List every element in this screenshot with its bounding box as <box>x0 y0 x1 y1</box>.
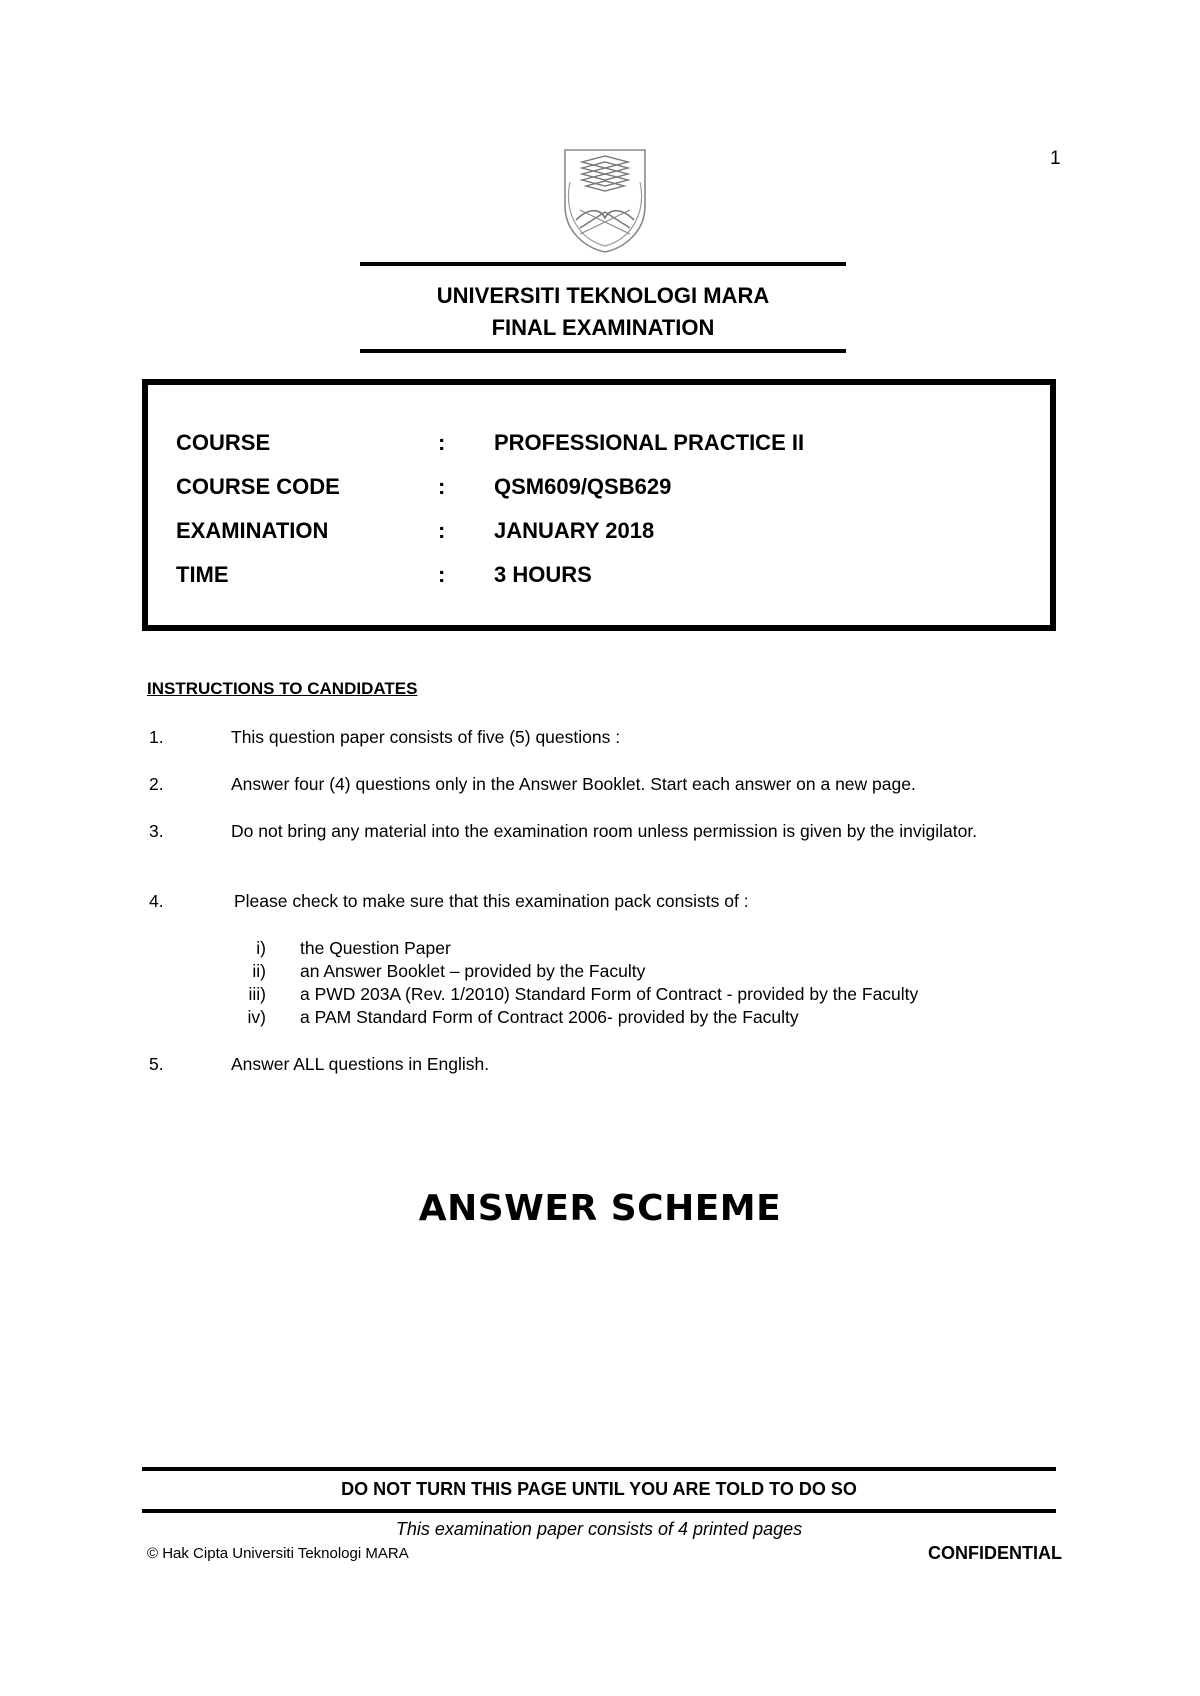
copyright-notice: © Hak Cipta Universiti Teknologi MARA <box>147 1545 409 1562</box>
instruction-number: 3. <box>149 821 164 841</box>
pack-item-text: a PAM Standard Form of Contract 2006- provided by the Faculty <box>300 1007 799 1027</box>
pack-item-number: i) <box>256 938 266 958</box>
exam-title: FINAL EXAMINATION <box>491 315 715 340</box>
pack-item-text: an Answer Booklet – provided by the Faculty <box>300 961 646 981</box>
instructions-heading: INSTRUCTIONS TO CANDIDATES <box>147 679 418 698</box>
instruction-text: This question paper consists of five (5) questions : <box>231 727 621 747</box>
pack-item-number: iv) <box>247 1007 266 1027</box>
examination-label: EXAMINATION <box>176 518 329 543</box>
do-not-turn-warning: DO NOT TURN THIS PAGE UNTIL YOU ARE TOLD TO DO SO <box>341 1479 857 1499</box>
instruction-number: 1. <box>149 727 164 747</box>
pack-item-number: ii) <box>252 961 266 981</box>
instruction-number: 2. <box>149 774 164 794</box>
course-code-value: QSM609/QSB629 <box>494 474 672 499</box>
course-value: PROFESSIONAL PRACTICE II <box>494 430 805 455</box>
course-code-label: COURSE CODE <box>176 474 340 499</box>
time-value: 3 HOURS <box>494 562 592 587</box>
footer-rule-bottom <box>142 1509 1056 1513</box>
printed-pages-note: This examination paper consists of 4 printed pages <box>395 1519 803 1539</box>
footer-rule-top <box>142 1467 1056 1471</box>
examination-colon: : <box>438 518 446 543</box>
examination-value: JANUARY 2018 <box>494 518 655 543</box>
time-colon: : <box>438 562 446 587</box>
time-label: TIME <box>176 562 229 587</box>
uitm-crest-icon <box>562 148 648 254</box>
instruction-text: Please check to make sure that this examination pack consists of : <box>234 891 749 911</box>
exam-header <box>360 280 846 344</box>
pack-item-number: iii) <box>248 984 266 1004</box>
header-rule-bottom <box>360 349 846 353</box>
pack-item-text: the Question Paper <box>300 938 451 958</box>
instruction-text: Answer ALL questions in English. <box>231 1054 490 1074</box>
header-rule-top <box>360 262 846 266</box>
instruction-text: Answer four (4) questions only in the Answer Booklet. Start each answer on a new page. <box>231 774 916 794</box>
instruction-number: 4. <box>149 891 164 911</box>
university-name: UNIVERSITI TEKNOLOGI MARA <box>436 283 770 308</box>
course-label: COURSE <box>176 430 271 455</box>
answer-scheme-title: ANSWER SCHEME <box>418 1188 782 1229</box>
course-info-box <box>142 379 1056 631</box>
course-code-colon: : <box>438 474 446 499</box>
page-number: 1 <box>1050 148 1061 169</box>
instruction-text: Do not bring any material into the examination room unless permission is given by the invigilator. <box>231 821 978 841</box>
confidential-label: CONFIDENTIAL <box>928 1543 1062 1563</box>
pack-item-text: a PWD 203A (Rev. 1/2010) Standard Form of Contract - provided by the Faculty <box>300 984 919 1004</box>
instruction-number: 5. <box>149 1054 164 1074</box>
course-colon: : <box>438 430 446 455</box>
